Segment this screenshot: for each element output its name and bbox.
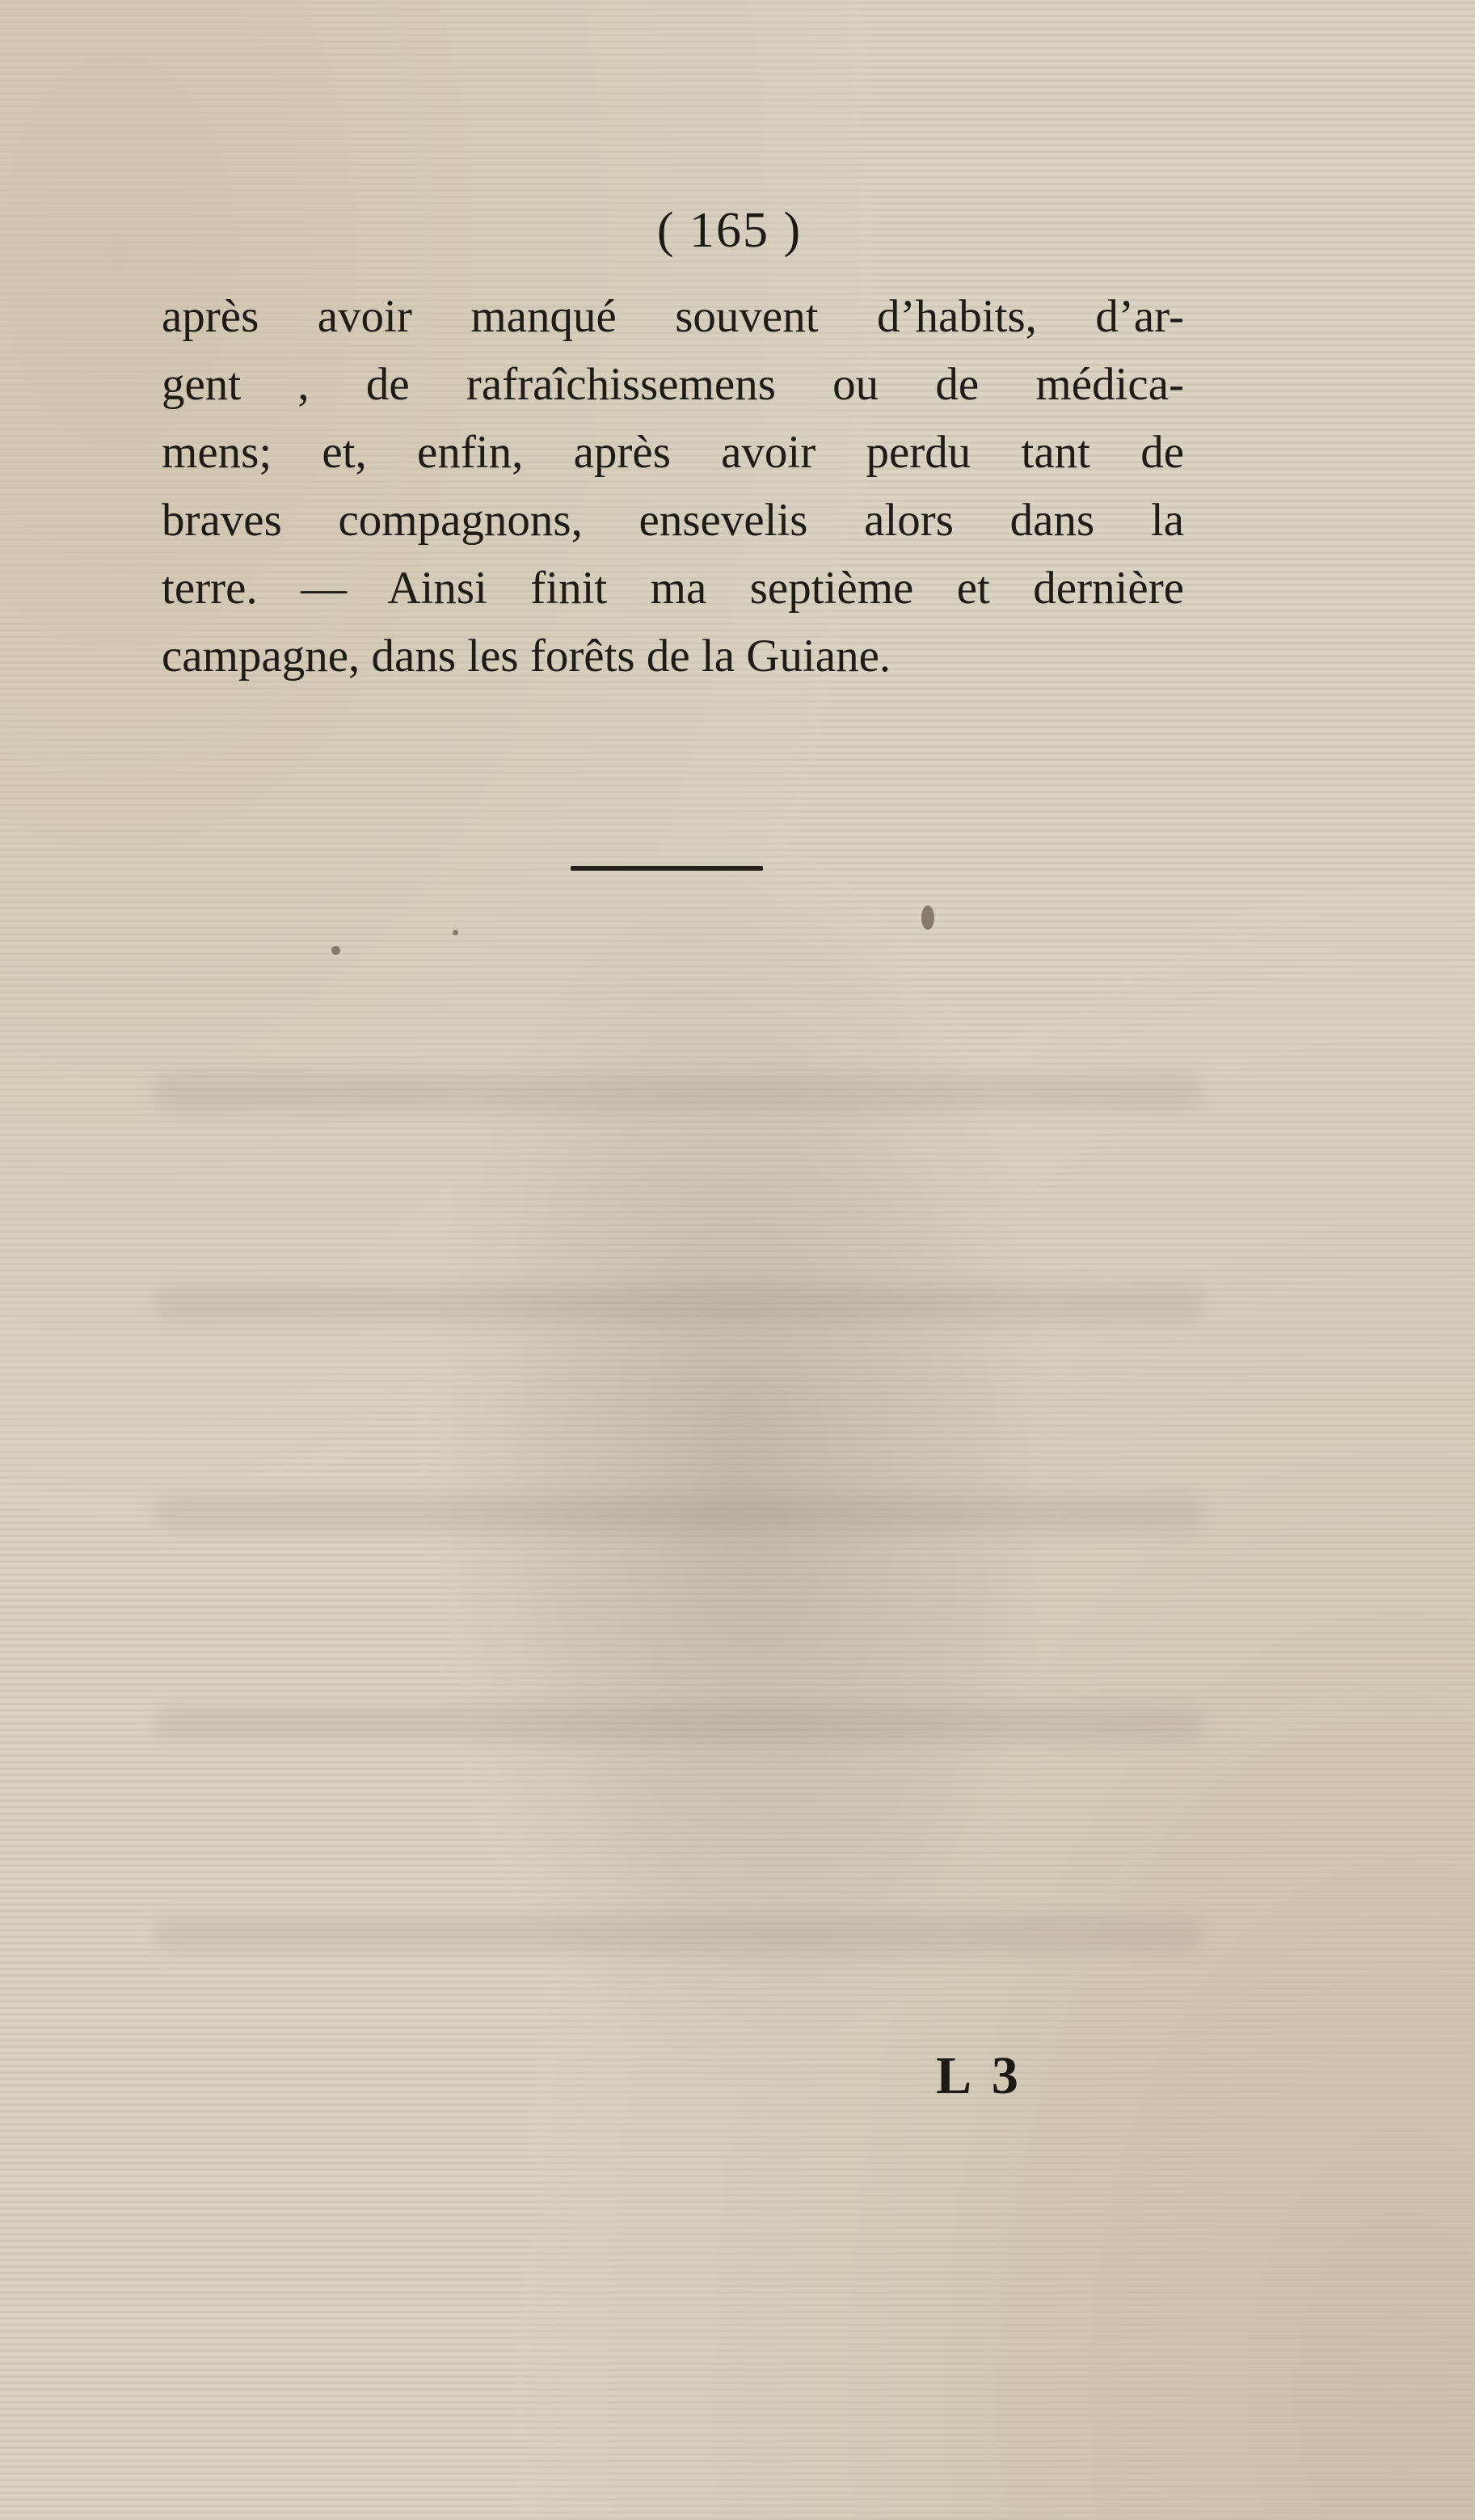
text-line: après avoir manqué souvent d’habits, d’ar-: [162, 291, 1184, 342]
text-line: braves compagnons, ensevelis alors dans la: [162, 495, 1184, 546]
text-line: terre. — Ainsi finit ma septième et dernière: [162, 563, 1184, 614]
body-text: [162, 283, 1184, 690]
text-line: gent , de rafraîchissemens ou de médica-: [162, 359, 1184, 410]
signature-mark: L 3: [936, 2046, 1023, 2105]
page-number-header: [0, 202, 1475, 260]
ink-spot: [453, 930, 458, 935]
text-line: campagne, dans les forêts de la Guiane.: [162, 631, 891, 682]
bleed-through-mark: [154, 1496, 1204, 1531]
text-line: mens; et, enfin, après avoir perdu tant de: [162, 427, 1184, 478]
bleed-through-mark: [154, 1916, 1204, 1952]
bleed-through-mark: [154, 1075, 1204, 1111]
page-number: ( 165 ): [656, 203, 803, 258]
ink-spot: [921, 905, 934, 930]
ink-spot: [331, 946, 340, 955]
bleed-through-mark: [154, 1706, 1204, 1741]
bleed-through-mark: [154, 1285, 1204, 1321]
section-divider: [571, 866, 763, 871]
